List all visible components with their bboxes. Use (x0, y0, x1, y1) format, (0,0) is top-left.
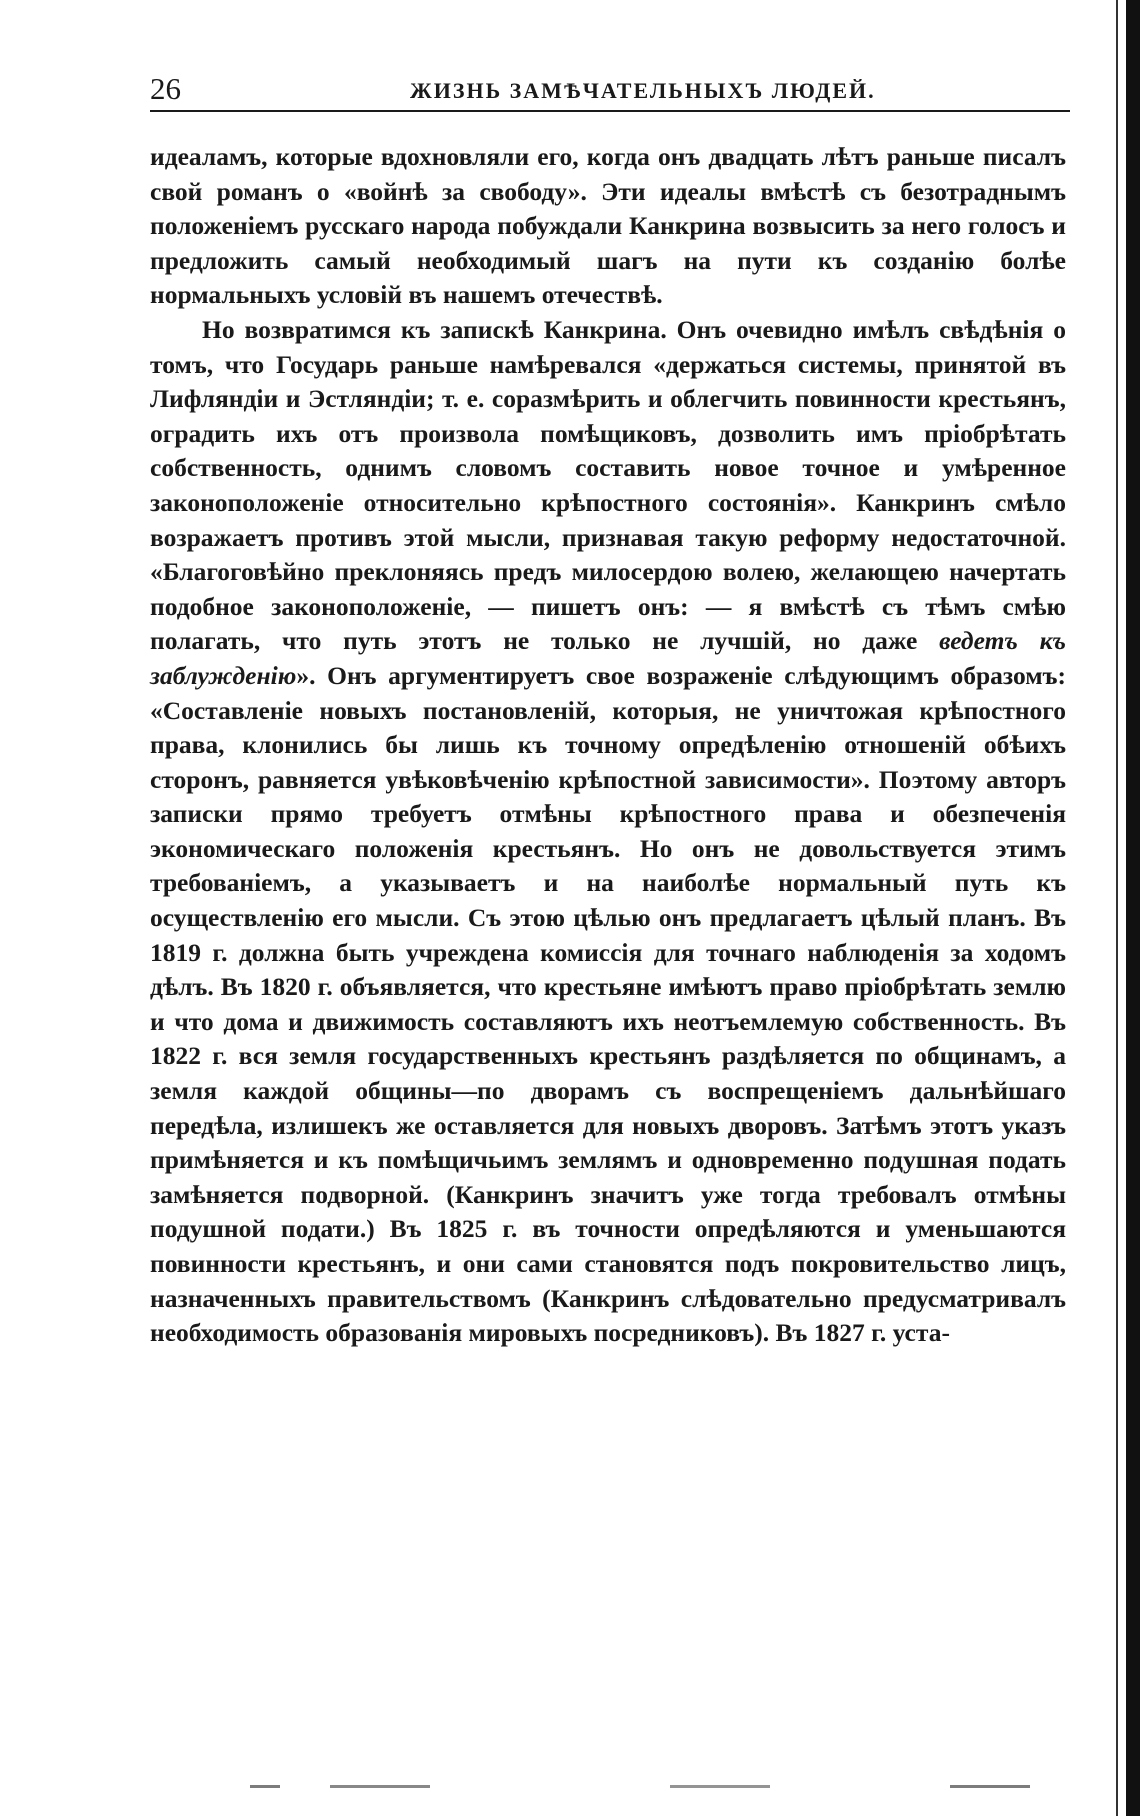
paragraph-text: Но возвратимся къ запискѣ Канкрина. Онъ очевидно имѣлъ свѣдѣнія о томъ, что Государь раньше намѣревался «держаться системы, принятой въ Лифляндіи и Эстляндіи; т. е. соразмѣрить и облегчить повинности крестьянъ, оградить ихъ отъ произвола помѣщиковъ, дозволить имъ пріобрѣтать собственность, однимъ словомъ составить новое точное и умѣренное законоположеніе относительно крѣпостного состоянія». Канкринъ смѣло возражаетъ противъ этой мысли, признавая такую реформу недостаточной. «Благоговѣйно преклоняясь предъ милосердою волею, желающею начертать подобное законоположеніе, — пишетъ онъ: — я вмѣстѣ съ тѣмъ смѣю полагать, что путь этотъ не только не лучшій, но даже (150, 314, 1066, 656)
running-head: ЖИЗНЬ ЗАМѢЧАТЕЛЬНЫХЪ ЛЮДЕЙ. (410, 78, 876, 103)
page-edge-line (1116, 0, 1118, 1816)
page-header (150, 70, 1070, 112)
body-text (150, 140, 1066, 1351)
scan-artifact (250, 1785, 1030, 1788)
italic-emphasis: ведетъ къ заблужденію (150, 626, 1066, 690)
paragraph-continuation: идеаламъ, которые вдохновляли его, когда онъ двадцать лѣтъ раньше писалъ свой романъ о «войнѣ за свободу». Эти идеалы вмѣстѣ съ безотраднымъ положеніемъ русскаго народа побуждали Канкрина возвысить за него голосъ и предложить самый необходимый шагъ на пути къ созданію болѣе нормальныхъ условій въ нашемъ отечествѣ. (150, 142, 1066, 310)
paragraph-text: ». Онъ аргументируетъ свое возраженіе слѣдующимъ образомъ: «Составленіе новыхъ постановленій, которыя, не уничтожая крѣпостного права, клонились бы лишь къ точному опредѣленію отношеній обѣихъ сторонъ, равняется увѣковѣченію крѣпостной зависимости». Поэтому авторъ записки прямо требуетъ отмѣны крѣпостного права и обезпеченія экономическаго положенія крестьянъ. Но онъ не довольствуется этимъ требованіемъ, а указываетъ и на наиболѣе нормальный путь къ осуществленію его мысли. Съ этою цѣлью онъ предлагаетъ цѣлый планъ. Въ 1819 г. должна быть учреждена комиссія для точнаго наблюденія за ходомъ дѣлъ. Въ 1820 г. объявляется, что крестьяне имѣютъ право пріобрѣтать землю и что дома и движимость составляютъ ихъ неотъемлемую собственность. Въ 1822 г. вся земля государственныхъ крестьянъ раздѣляется по общинамъ, а земля каждой общины—по дворамъ съ воспрещеніемъ дальнѣйшаго передѣла, излишекъ же оставляется для новыхъ дворовъ. Затѣмъ этотъ указъ примѣняется и къ помѣщичьимъ землямъ и одновременно подушная подать замѣняется подворной. (Канкринъ значитъ уже тогда требовалъ отмѣны подушной подати.) Въ 1825 г. въ точности опредѣляются и уменьшаются повинности крестьянъ, и они сами становятся подъ покровительство лицъ, назначенныхъ правительствомъ (Канкринъ слѣдовательно предусматривалъ необходимость образованія мировыхъ посредниковъ). Въ 1827 г. уста- (150, 660, 1066, 1348)
page-edge (1126, 0, 1140, 1816)
paragraph (150, 313, 1066, 1351)
page-number: 26 (150, 71, 181, 106)
